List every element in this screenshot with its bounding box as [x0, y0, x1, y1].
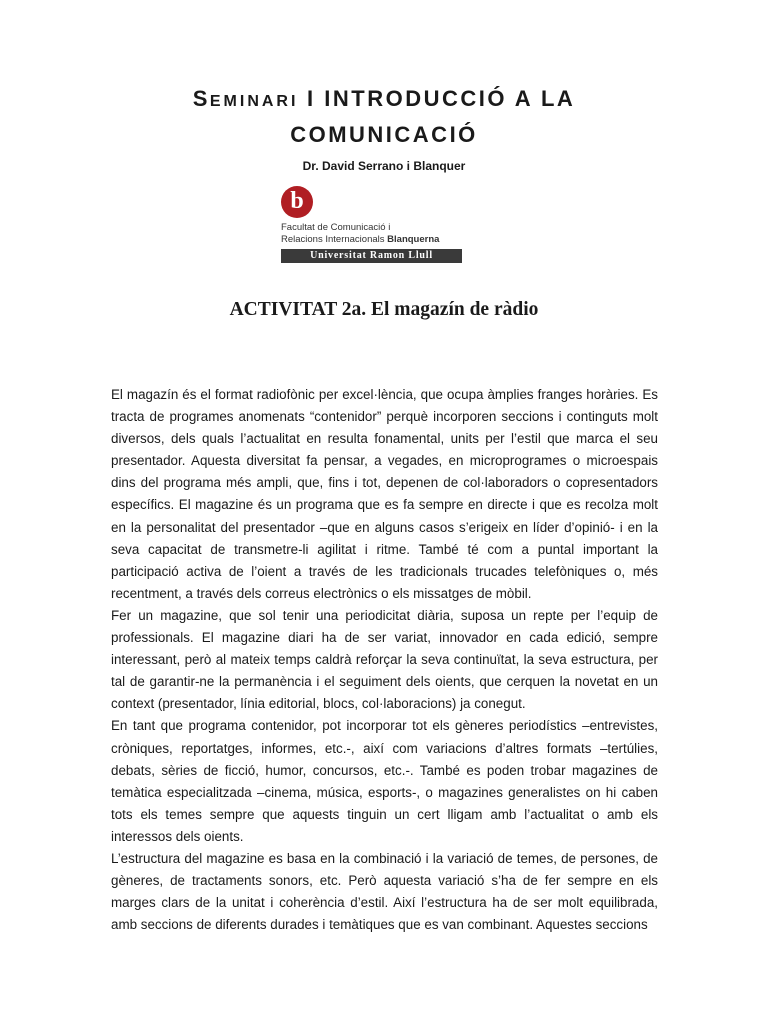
activity-title: ACTIVITAT 2a. El magazín de ràdio: [229, 299, 539, 320]
title-line1-rest: I INTRODUCCIÓ A LA: [298, 86, 576, 111]
body-paragraph-4: L’estructura del magazine es basa en la combinació i la variació de temes, de persones, de gèneres, de tractaments sonors, etc. Però aquesta variació s’ha de fer sempre en els marges clars de la unitat i coherència d’estil. Així l’estructura ha de ser molt equilibrada, amb seccions de diferents durades i temàtiques que es van combinant. Aquestes seccions: [111, 850, 658, 933]
blanquerna-b-icon: b: [281, 186, 313, 218]
body-paragraph-1: El magazín és el format radiofònic per excel·lència, que ocupa àmplies franges horàries. Es tracta de programes anomenats “contenidor” perquè incorporen seccions i continguts molt diversos, dels quals l’actualitat en resulta fonamental, units per l’estil que marca el seu presentador. Aquesta diversitat fa pensar, a vegades, en microprogrames o microespais dins del programa més ampli, que, fins i tot, depenen de col·laboradors o copresentadors específics. El magazine és un programa que es fa sempre en directe i que es recolza molt en la personalitat del presentador –que en alguns casos s’erigeix en líder d’opinió- i en la seva capacitat de transmetre-li agilitat i ritme. També té com a puntal important la participació activa de l’oient a través de les tradicionals trucades telefòniques o, més recentment, a través dels correus electrònics o els missatges de mòbil.: [111, 387, 658, 601]
faculty-logo: [281, 184, 463, 264]
logo-faculty-line2: [281, 234, 439, 245]
logo-faculty-line2-bold: Blanquerna: [387, 234, 440, 245]
document-title-line1: [0, 84, 768, 117]
author-name: Dr. David Serrano i Blanquer: [302, 159, 466, 173]
logo-faculty-line1: Facultat de Comunicació i: [281, 222, 391, 233]
body-text: [111, 384, 658, 936]
logo-university-bar: Universitat Ramon Llull: [281, 249, 462, 263]
title-prefix-small-caps: EMINARI: [209, 93, 299, 110]
title-prefix-capital: S: [192, 86, 210, 111]
body-paragraph-2: Fer un magazine, que sol tenir una periodicitat diària, suposa un repte per l’equip de professionals. El magazine diari ha de ser variat, innovador en cada edició, sempre interessant, però al mateix temps caldrà reforçar la seva continuïtat, la seva estructura, per tal de garantir-ne la permanència i el seguiment dels oients, que cerquen la novetat en un context (presentador, línia editorial, blocs, col·laboracions) ja conegut.: [111, 607, 658, 712]
body-paragraph-3: En tant que programa contenidor, pot incorporar tot els gèneres periodístics –entrevistes, cròniques, reportatges, informes, etc.-, així com variacions d’altres formats –tertúlies, debats, sèries de ficció, humor, concursos, etc.-. També es poden trobar magazines de temàtica especialitzada –cinema, música, esports-, o magazines generalistes on hi caben tots els temes sempre que aquests tinguin un cert lligam amb l’actualitat o amb els interessos dels oients.: [111, 718, 658, 844]
logo-faculty-line2-regular: Relacions Internacionals: [281, 234, 388, 245]
document-title-line2: COMUNICACIÓ: [290, 122, 478, 147]
